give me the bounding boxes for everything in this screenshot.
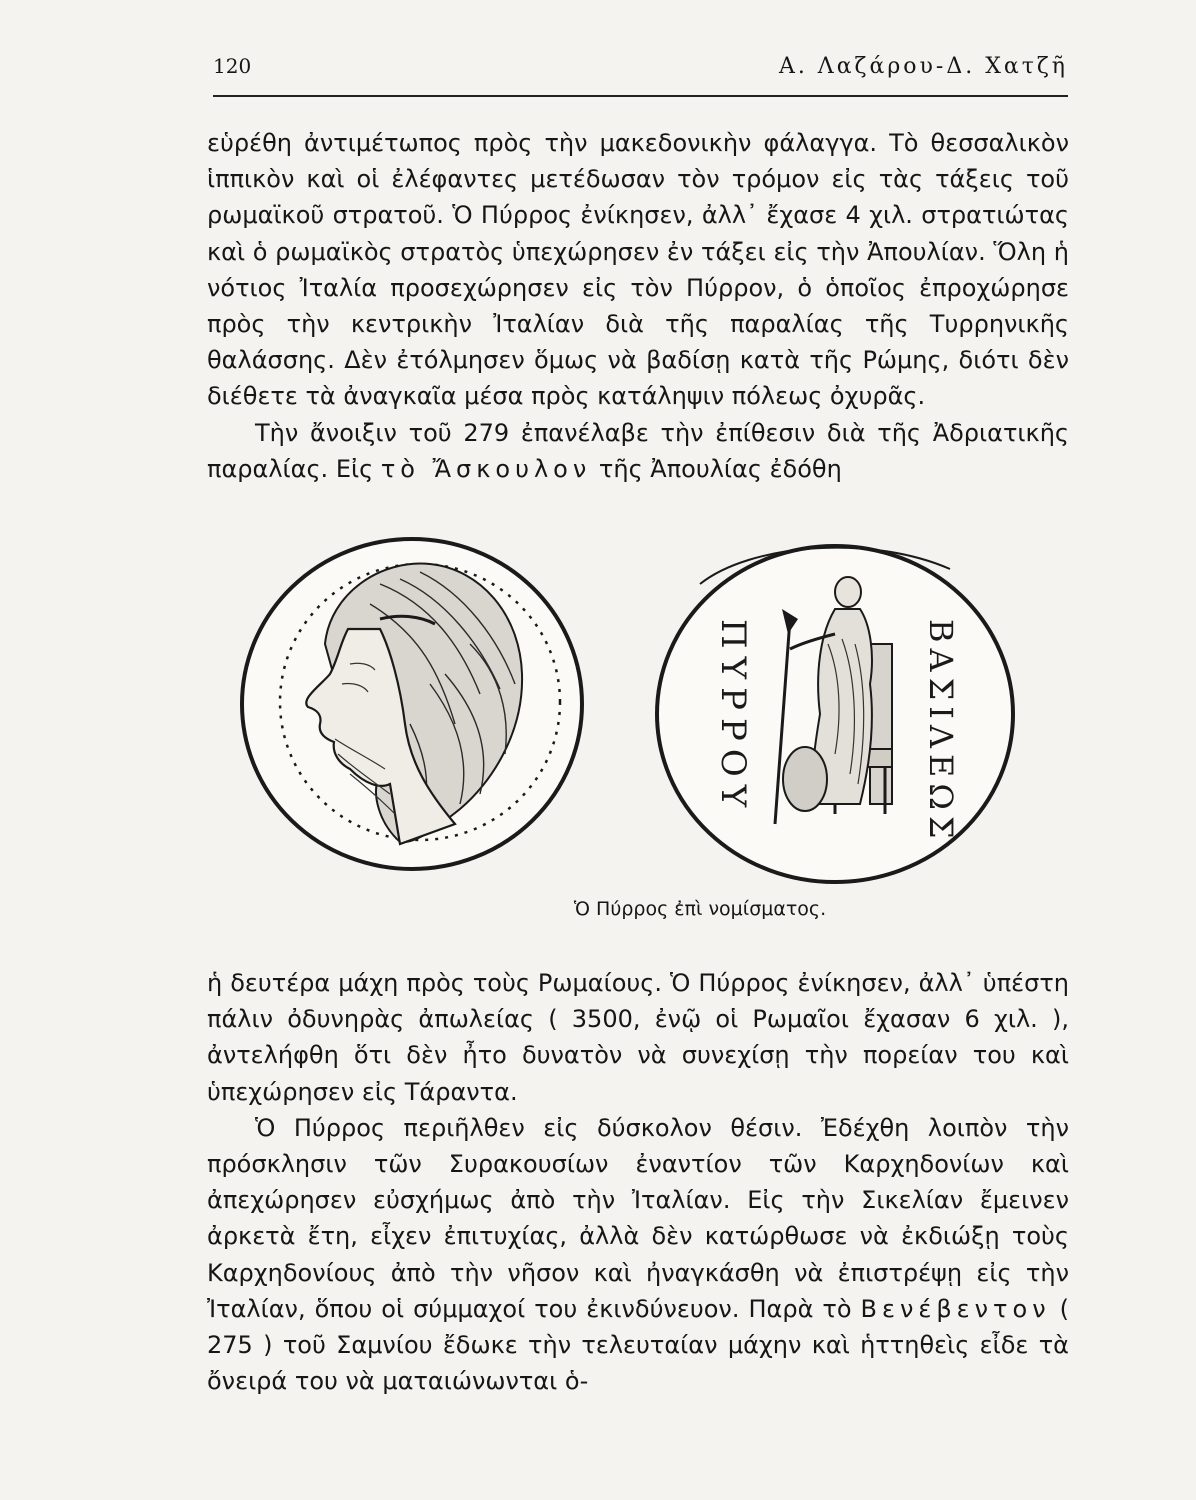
coin-illustration: [230, 524, 1090, 894]
page-header: [213, 46, 1068, 92]
page-number: 120: [213, 54, 252, 78]
coin-figure: [230, 524, 1090, 934]
coin-legend-left: ΠΥΡΡΟΥ: [713, 619, 753, 816]
text-bottom: [207, 965, 1069, 1399]
figure-caption: Ὁ Πύρρος ἐπὶ νομίσματος.: [573, 898, 827, 920]
coin-legend-right: ΒΑΣΙΛΕΩΣ: [922, 619, 960, 845]
place-name-beneventon: Βενέβεντον: [860, 1294, 1051, 1323]
coin-obverse: [242, 539, 582, 869]
coin-reverse: [657, 546, 1013, 882]
paragraph-3: ἡ δευτέρα μάχη πρὸς τοὺς Ρωμαίους. Ὁ Πύρρος ἐνίκησεν, ἀλλ᾿ ὑπέστη πάλιν ὀδυνηρὰς ἀπωλείας ( 3500, ἐνῷ οἱ Ρωμαῖοι ἔχασαν 6 χιλ. ), ἀντελήφθη ὅτι δὲν ἦτο δυνατὸν νὰ συνεχίσῃ τὴν πορείαν του καὶ ὑπεχώρησεν εἰς Τάραντα.: [207, 969, 1069, 1106]
paragraph-4-after: ( 275 ) τοῦ Σαμνίου ἔδωκε τὴν τελευταίαν μάχην καὶ ἡττηθεὶς εἶδε τὰ ὄνειρά του νὰ ματαιώνωνται ὁ-: [207, 1294, 1069, 1396]
paragraph-2: [207, 415, 1069, 487]
place-name-askoulon: τὸ Ἄσκουλον: [380, 454, 592, 483]
text-top: [207, 125, 1069, 487]
header-rule: [213, 95, 1068, 97]
paragraph-2-after: τῆς Ἀπουλίας ἐδόθη: [598, 454, 842, 483]
paragraph-4-before: Ὁ Πύρρος περιῆλθεν εἰς δύσκολον θέσιν. Ἐδέχθη λοιπὸν τὴν πρόσκλησιν τῶν Συρακουσίων ἐναντίον τῶν Καρχηδονίων καὶ ἀπεχώρησεν εὐσχήμως ἀπὸ τὴν Ἰταλίαν. Εἰς τὴν Σικελίαν ἔμεινεν ἀρκετὰ ἔτη, εἶχεν ἐπιτυχίας, ἀλλὰ δὲν κατώρθωσε νὰ ἐκδιώξῃ τοὺς Καρχηδονίους ἀπὸ τὴν νῆσον καὶ ἠναγκάσθη νὰ ἐπιστρέψῃ εἰς τὴν Ἰταλίαν, ὅπου οἱ σύμμαχοί του ἐκινδύνευον. Παρὰ τὸ: [207, 1113, 1069, 1323]
paragraph-1: εὑρέθη ἀντιμέτωπος πρὸς τὴν μακεδονικὴν φάλαγγα. Τὸ θεσσαλικὸν ἱππικὸν καὶ οἱ ἐλέφαντες μετέδωσαν τὸν τρόμον εἰς τὰς τάξεις τοῦ ρωμαϊκοῦ στρατοῦ. Ὁ Πύρρος ἐνίκησεν, ἀλλ᾿ ἔχασε 4 χιλ. στρατιώτας καὶ ὁ ρωμαϊκὸς στρατὸς ὑπεχώρησεν ἐν τάξει εἰς τὴν Ἀπουλίαν. Ὅλη ἡ νότιος Ἰταλία προσεχώρησεν εἰς τὸν Πύρρον, ὁ ὁποῖος ἐπροχώρησε πρὸς τὴν κεντρικὴν Ἰταλίαν διὰ τῆς παραλίας τῆς Τυρρηνικῆς θαλάσσης. Δὲν ἐτόλμησεν ὅμως νὰ βαδίσῃ κατὰ τῆς Ρώμης, διότι δὲν διέθετε τὰ ἀναγκαῖα μέσα πρὸς κατάληψιν πόλεως ὀχυρᾶς.: [207, 129, 1069, 411]
paragraph-4: [207, 1110, 1069, 1400]
running-head: Α. Λαζάρου-Δ. Χατζῆ: [778, 54, 1068, 79]
paragraph-2-before: Τὴν ἄνοιξιν τοῦ 279 ἐπανέλαβε τὴν ἐπίθεσιν διὰ τῆς Ἀδριατικῆς παραλίας. Εἰς: [207, 418, 1069, 483]
